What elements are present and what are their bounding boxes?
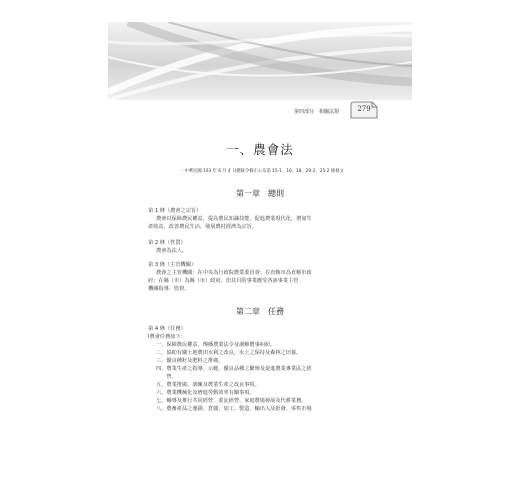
article-4-item: 四、農業生產之指導、示範、優良品種之繁殖及促進農業專業區之經 [156,366,312,372]
article-4-item: 六、農業機械化及增進勞動效率有關事項。 [156,390,255,396]
article-3-line: 府；在縣（市）為縣（市）政府。但其目的事業應受各該事業主管 [148,278,299,284]
article-4-item: 一、保障農民權益，傳播農業法令及調解農事糾紛。 [156,342,276,348]
article-4-heading: 第 4 條（任務） [148,326,186,332]
article-3-line: 機關指導、監督。 [148,286,190,292]
article-4-item: 三、優良種籽及肥料之推廣。 [156,358,224,364]
decorative-header-banner [108,22,412,100]
article-4-item: 七、輔導及推行共同經營、委託經營、家庭農場發展及代耕業務。 [156,398,307,404]
page-number: 279 [357,105,371,113]
article-4-item: 八、農畜產品之運銷、倉儲、加工、製造、輸出入及批發、零售市場 [156,406,312,412]
page-number-badge [348,100,380,120]
article-3-heading: 第 3 條（主管機關） [148,262,197,268]
article-1-line: 產收益，改善農民生活，發展農村經濟為宗旨。 [148,224,257,230]
article-2-heading: 第 2 條（性質） [148,240,186,246]
document-page [108,22,412,478]
swoosh-graphic [108,22,412,100]
article-4-item: 五、農業推廣、訓練及農業生產之改良事項。 [156,382,260,388]
article-2-line: 農會為法人。 [156,248,188,254]
section-header: 第四部分 相關法規 [294,109,340,115]
article-4-item: 二、協助有關土地農田水利之改良，水土之保持及森林之培養。 [156,350,302,356]
law-title: 一、農會法 [226,142,294,157]
article-1-line: 農會以保障農民權益，提高農民知識技能，促進農業現代化，增加生 [156,216,312,222]
article-4-item: 營。 [156,374,177,380]
article-3-line: 農會之主管機關：在中央為行政院農業委員會；在直轄市為直轄市政 [156,270,312,276]
article-4-intro: Ⅰ農會任務如下： [148,334,186,340]
article-1-heading: 第 1 條（農會之宗旨） [148,208,202,214]
chapter-2-title: 第二章 任務 [236,307,284,316]
amendment-note: ・中華民國 103 年 6 月 4 日總統令修正公布第 15-1、16、18、20-2、25-2 條條文 [180,169,344,174]
chapter-1-title: 第一章 總則 [236,189,284,198]
